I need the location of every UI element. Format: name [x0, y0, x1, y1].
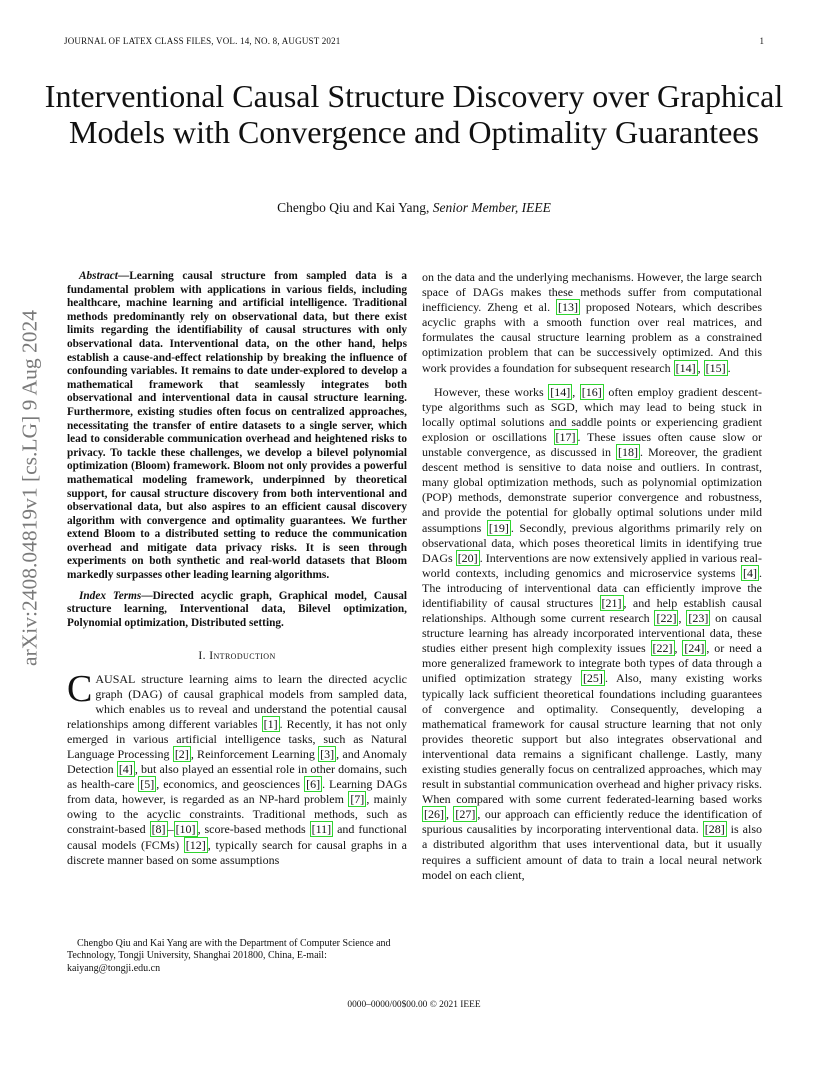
- body-text: ,: [446, 807, 454, 822]
- body-text: . Also, many existing works typically lack sufficient theoretical foundations including guarantees of convergence and optimality. Consequently, developing a mathematical framework for causal structure learning that not only provides theoretic support but also integrates observational and interventional data remains a significant challenge. Lastly, many existing studies generally focus on centralized approaches, which may result in substantial communication overhead and higher privacy risks. When compared with some current federated-learning based works: [422, 671, 762, 807]
- citation-link[interactable]: [6]: [306, 777, 321, 792]
- intro-text: , but also played an essential role in other domains, such as health-care: [67, 762, 407, 792]
- body-text: . Interventions are now extensively applied in various real-world contexts, including genomics and microservice systems: [422, 550, 762, 580]
- body-text: .: [727, 360, 731, 375]
- citation-link[interactable]: [3]: [320, 747, 335, 761]
- page-number: 1: [759, 36, 764, 46]
- abstract-label: Abstract: [79, 270, 118, 282]
- intro-text: , typically search for causal graphs in a discrete manner based on some assumptions: [67, 837, 407, 867]
- body-text: proposed Notears, which describes acyclic graphs with a smooth function over real matrices, and formulates the causal structure learning problem as a constrained optimization problem that can be successively optimized. And this work provides a foundation for subsequent research: [422, 300, 762, 375]
- body-text: , or need a more generalized framework to integrate both types of data through a unified optimization strategy: [422, 641, 762, 686]
- drop-cap: C: [67, 667, 93, 710]
- body-text: . The introducing of interventional data can efficiently improve the identifiability of causal structures: [422, 565, 762, 610]
- citation-link[interactable]: [4]: [743, 565, 757, 580]
- citation-link[interactable]: [7]: [350, 792, 365, 807]
- body-text: However, these works: [434, 384, 549, 399]
- body-text: . Moreover, the gradient descent method is sensitive to data noise and outliers. In contrast, many global optimization methods, such as polynomial optimization (POP) methods, demonstrate superior convergence and robustness, and provide the potential for globally optimal solutions under mild assumptions: [422, 445, 762, 535]
- right-column: [422, 270, 762, 883]
- intro-text: , mainly owing to the acyclic constraints. Traditional methods, such as constraint-based: [67, 792, 407, 837]
- citation-link[interactable]: [27]: [455, 807, 476, 822]
- citation-link[interactable]: [12]: [185, 837, 206, 852]
- body-text: on the data and the underlying mechanisms. However, the large search space of DAGs makes these methods suffer from computational inefficiency. Zheng et al.: [422, 270, 762, 315]
- arxiv-stamp: [16, 288, 44, 688]
- intro-caps: AUSAL: [95, 671, 136, 686]
- copyright-footer: 0000–0000/00$00.00 © 2021 IEEE: [347, 1000, 481, 1010]
- citation-link[interactable]: [28]: [704, 822, 725, 837]
- citation-link[interactable]: [14]: [675, 360, 696, 375]
- citation-link[interactable]: [17]: [555, 429, 576, 444]
- citation-link[interactable]: [19]: [488, 520, 509, 535]
- citation-link[interactable]: [21]: [601, 595, 622, 610]
- author-line: [0, 200, 828, 216]
- body-text: ,: [572, 384, 580, 399]
- citation-link[interactable]: [2]: [174, 747, 189, 761]
- citation-link[interactable]: [1]: [263, 716, 278, 731]
- affiliation-footnote: Chengbo Qiu and Kai Yang are with the Department of Computer Science and Technology, Tongji University, Shanghai 201800, China, E-mail: kaiyang@tongji.edu.cn: [67, 938, 391, 974]
- citation-link[interactable]: [23]: [688, 611, 709, 626]
- citation-link[interactable]: [13]: [558, 300, 578, 315]
- citation-link[interactable]: [16]: [581, 384, 602, 399]
- body-text: ,: [678, 611, 687, 626]
- body-text: ,: [674, 641, 683, 656]
- intro-text: . Recently, it has not only emerged in various artificial intelligence tasks, such as Natural Language Processing: [67, 716, 408, 761]
- citation-link[interactable]: [25]: [582, 671, 603, 686]
- body-text: . Secondly, previous algorithms primarily rely on observational data, which poses theoretical limits in identifying true DAGs: [422, 520, 762, 565]
- body-text: on causal structure learning has already incorporated interventional data, these studies either present high complexity issues: [422, 611, 762, 656]
- section-title: Introduction: [209, 649, 276, 663]
- citation-link[interactable]: [8]: [151, 822, 166, 837]
- abstract-text: —Learning causal structure from sampled data is a fundamental problem with applications in various fields, including healthcare, machine learning and artificial intelligence. Traditional methods predominantly rely on observational data, but there exist limits regarding the identifiability of causal structures with only observational data. Interventional data, on the other hand, helps establish a cause-and-effect relationship by breaking the influence of confounding variables. It remains to date under-explored to develop a mathematical framework that seamlessly integrates both observational and interventional data in causal structure learning. Furthermore, existing studies often focus on centralized approaches, necessitating the transfer of entire datasets to a single server, which lead to considerable communication overhead and heightened risks to privacy. To tackle these challenges, we develop a bilevel polynomial optimization (Bloom) framework. Bloom not only provides a powerful mathematical modeling framework, underpinned by theoretical support, for causal structure discovery from both interventional and observational data, but also aspires to an efficient causal discovery algorithm with convergence and optimality guarantees. We further extend Bloom to a distributed setting to reduce the communication overhead and mitigate data privacy risks. It is seen through experiments on both synthetic and real-world datasets that Bloom markedly surpasses other leading learning algorithms.: [67, 270, 407, 582]
- index-terms-text: —Directed acyclic graph, Graphical model, Causal structure learning, Interventional data, Bilevel optimization, Polynomial optimization, Distributed setting.: [67, 589, 407, 629]
- body-text: , our approach can efficiently reduce the identification of spurious causalities by incorporating interventional data.: [422, 807, 763, 837]
- citation-link[interactable]: [26]: [424, 807, 444, 822]
- intro-text: structure learning aims to learn the directed acyclic graph (DAG) of causal graphical models from sampled data, which enables us to reveal and understand the potential causal relationships among different variables: [67, 671, 407, 731]
- intro-text: . Learning DAGs from data, however, is regarded as an NP-hard problem: [67, 777, 407, 807]
- citation-link[interactable]: [4]: [118, 762, 133, 777]
- intro-paragraph-continued: [422, 270, 762, 376]
- body-text: often employ gradient descent-type algorithms such as SGD, which may lead to being stuck in locally optimal solutions and saddle points or experiencing gradient explosion or oscillations: [422, 384, 762, 444]
- intro-text: , Reinforcement Learning: [190, 747, 319, 761]
- intro-text: , and Anomaly Detection: [67, 747, 407, 777]
- citation-link[interactable]: [18]: [618, 445, 639, 460]
- citation-link[interactable]: [22]: [652, 641, 673, 656]
- index-terms: [67, 590, 407, 631]
- arxiv-stamp-text: arXiv:2408.04819v1 [cs.LG] 9 Aug 2024: [17, 310, 42, 666]
- intro-text: , score-based methods: [197, 822, 310, 837]
- author-names: Chengbo Qiu and Kai Yang,: [277, 200, 430, 215]
- abstract: [67, 270, 407, 583]
- citation-link[interactable]: [15]: [705, 360, 726, 375]
- body-paragraph: [422, 385, 762, 883]
- paper-title: Interventional Causal Structure Discovery over Graphical Models with Convergence and Optimality Guarantees: [44, 78, 784, 150]
- citation-link[interactable]: [22]: [656, 611, 677, 626]
- index-terms-label: Index Terms: [79, 589, 142, 602]
- citation-link[interactable]: [20]: [457, 550, 478, 565]
- citation-link[interactable]: [24]: [684, 641, 705, 656]
- body-text: is also a distributed algorithm that uses interventional data, but it usually requires a sufficient amount of data to train a local neural network model on each client,: [422, 822, 762, 882]
- intro-paragraph: [67, 667, 408, 868]
- body-text: , and help establish causal relationships. Although some current research: [422, 595, 763, 626]
- intro-text: and functional causal models (FCMs): [67, 822, 407, 852]
- intro-text: –: [167, 822, 174, 837]
- body-text: ,: [697, 360, 704, 375]
- intro-text: , economics, and geosciences: [156, 777, 305, 792]
- citation-link[interactable]: [10]: [175, 822, 196, 837]
- body-text: . These issues often cause slow or unstable convergence, as discussed in: [422, 429, 763, 460]
- author-role: Senior Member, IEEE: [432, 200, 551, 215]
- citation-link[interactable]: [11]: [311, 822, 332, 837]
- running-header: JOURNAL OF LATEX CLASS FILES, VOL. 14, NO. 8, AUGUST 2021: [64, 36, 341, 46]
- section-numeral: I.: [198, 649, 206, 663]
- citation-link[interactable]: [14]: [550, 384, 571, 399]
- citation-link[interactable]: [5]: [140, 777, 155, 792]
- left-column: [67, 270, 407, 868]
- section-heading: [67, 648, 407, 663]
